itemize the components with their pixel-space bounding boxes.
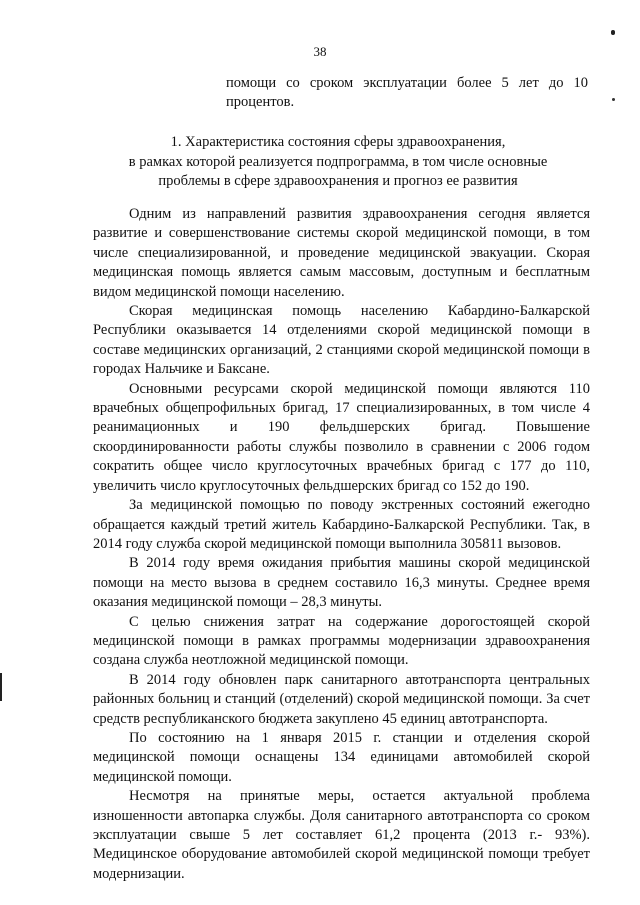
scan-dot <box>612 98 615 101</box>
paragraph: В 2014 году обновлен парк санитарного автотранспорта центральных районных больниц и станций (отделений) скорой медицинской помощи. За счет средств республиканского бюджета закуплено 45 единиц автотранспорта. <box>93 671 590 727</box>
continuation-text: помощи со сроком эксплуатации более 5 лет до 10 процентов. <box>226 75 588 110</box>
paragraph: За медицинской помощью по поводу экстренных состояний ежегодно обращается каждый третий житель Кабардино-Балкарской Республики. Так, в 2014 году служба скорой медицинской помощи выполнила 305811 вызовов. <box>93 497 590 552</box>
paragraph: По состоянию на 1 января 2015 г. станции и отделения скорой медицинской помощи оснащены 134 единицами автомобилей скорой медицинской помощи. <box>93 729 590 785</box>
section-title <box>108 133 568 192</box>
paragraph: Основными ресурсами скорой медицинской помощи являются 110 врачебных общепрофильных бригад, 17 специализированных, в том числе 4 реанимационных и 190 фельдшерских бригад. Повышение скоординированности работы службы позволило в сравнении с 2006 годом сократить общее число круглосуточных врачебных бригад с 177 до 110, увеличить число круглосуточных фельдшерских бригад со 152 до 190. <box>93 380 590 494</box>
scan-edge-mark <box>0 673 2 701</box>
section-title-line: проблемы в сфере здравоохранения и прогноз ее развития <box>158 173 518 189</box>
body-text <box>93 205 590 884</box>
paragraph: Одним из направлений развития здравоохранения сегодня является развитие и совершенствование системы скорой медицинской помощи, в том числе специализированной, и проведение медицинской эвакуации. Скорая медицинская помощь является самым массовым, доступным и бесплатным видом медицинской помощи населению. <box>93 206 590 300</box>
section-title-line: 1. Характеристика состояния сферы здравоохранения, <box>170 134 506 150</box>
page-number: 38 <box>313 44 327 59</box>
section-title-line: в рамках которой реализуется подпрограмма, в том числе основные <box>128 153 548 170</box>
paragraph: С целью снижения затрат на содержание дорогостоящей скорой медицинской помощи в рамках программы модернизации здравоохранения создана служба неотложной медицинской помощи. <box>93 613 590 669</box>
paragraph: В 2014 году время ожидания прибытия машины скорой медицинской помощи на место вызова в среднем составило 16,3 минуты. Среднее время оказания медицинской помощи – 28,3 минуты. <box>93 555 590 611</box>
paragraph: Скорая медицинская помощь населению Кабардино-Балкарской Республики оказывается 14 отделениями скорой медицинской помощи в составе медицинских организаций, 2 станциями скорой медицинской помощи в городах Нальчике и Баксане. <box>93 303 590 378</box>
paragraph: Несмотря на принятые меры, остается актуальной проблема изношенности автопарка службы. Доля санитарного автотранспорта со сроком эксплуатации свыше 5 лет составляет 61,2 процента (2013 г.- 93%). Медицинское оборудование автомобилей скорой медицинской помощи требует модернизации. <box>93 788 590 882</box>
scan-mark <box>611 30 615 35</box>
